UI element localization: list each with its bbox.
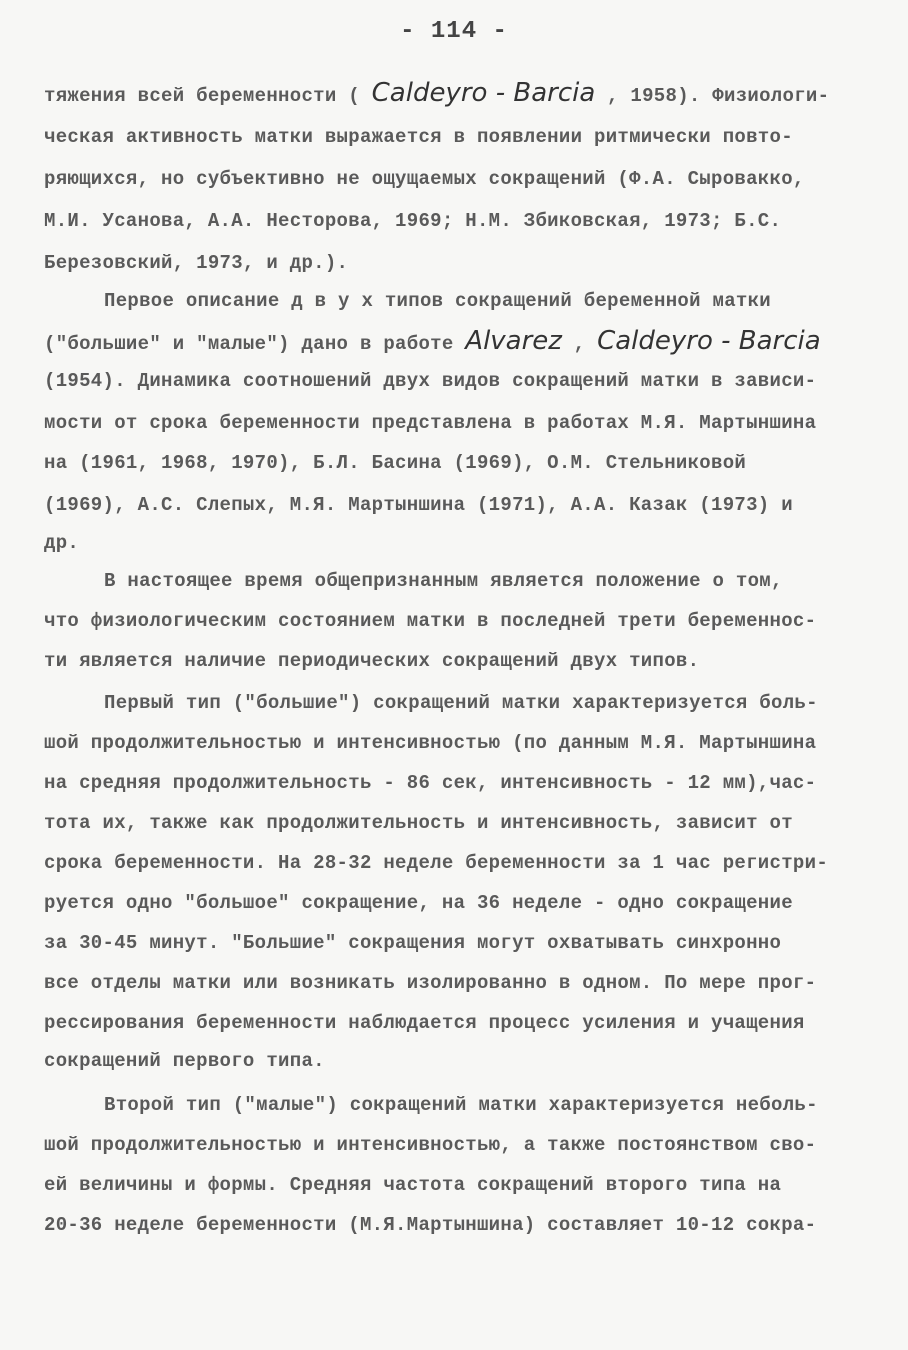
- text-line: рессирования беременности наблюдается процесс усиления и учащения: [44, 1012, 805, 1034]
- text-segment: ("большие" и "малые") дано в работе: [44, 333, 454, 355]
- text-line: [44, 324, 864, 358]
- text-line: ческая активность матки выражается в появлении ритмически повто-: [44, 126, 793, 148]
- text-line: срока беременности. На 28-32 неделе беременности за 1 час регистри-: [44, 852, 829, 874]
- text-line: ряющихся, но субъективно не ощущаемых сокращений (Ф.А. Сыровакко,: [44, 168, 805, 190]
- text-line: что физиологическим состоянием матки в последней трети беременнос-: [44, 610, 817, 632]
- text-line: (1954). Динамика соотношений двух видов сокращений матки в зависи-: [44, 370, 817, 392]
- text-segment: , 1958). Физиологи-: [606, 85, 830, 107]
- text-line: за 30-45 минут. "Большие" сокращения могут охватывать синхронно: [44, 932, 782, 954]
- text-line: Первое описание д в у х типов сокращений беременной матки: [104, 290, 772, 312]
- text-line: ти является наличие периодических сокращений двух типов.: [44, 650, 700, 672]
- text-line: В настоящее время общепризнанным является положение о том,: [104, 570, 783, 592]
- text-line: на (1961, 1968, 1970), Б.Л. Басина (1969), О.М. Стельниковой: [44, 452, 747, 474]
- text-line: Березовский, 1973, и др.).: [44, 252, 349, 274]
- text-line: 20-36 неделе беременности (М.Я.Мартыншина) составляет 10-12 сокра-: [44, 1214, 817, 1236]
- text-line: М.И. Усанова, А.А. Несторова, 1969; Н.М. Збиковская, 1973; Б.С.: [44, 210, 782, 232]
- page-number: - 114 -: [400, 18, 508, 45]
- text-line: все отделы матки или возникать изолированно в одном. По мере прог-: [44, 972, 817, 994]
- text-line: сокращений первого типа.: [44, 1050, 325, 1072]
- text-line: шой продолжительностью и интенсивностью, а также постоянством сво-: [44, 1134, 817, 1156]
- handwritten-author-name: Alvarez: [465, 326, 562, 356]
- text-line: мости от срока беременности представлена в работах М.Я. Мартыншина: [44, 412, 817, 434]
- text-line: [44, 76, 864, 110]
- handwritten-author-name: Caldeyro - Barcia: [597, 326, 821, 356]
- text-line: тота их, также как продолжительность и интенсивность, зависит от: [44, 812, 793, 834]
- text-line: на средняя продолжительность - 86 сек, интенсивность - 12 мм),час-: [44, 772, 817, 794]
- text-line: Первый тип ("большие") сокращений матки характеризуется боль-: [104, 692, 818, 714]
- text-line: Второй тип ("малые") сокращений матки характеризуется неболь-: [104, 1094, 818, 1116]
- text-line: руется одно "большое" сокращение, на 36 неделе - одно сокращение: [44, 892, 793, 914]
- text-line: ей величины и формы. Средняя частота сокращений второго типа на: [44, 1174, 782, 1196]
- text-line: (1969), А.С. Слепых, М.Я. Мартыншина (1971), А.А. Казак (1973) и: [44, 494, 793, 516]
- text-segment: ,: [573, 333, 586, 355]
- text-line: др.: [44, 532, 80, 554]
- text-segment: тяжения всей беременности (: [44, 85, 360, 107]
- handwritten-author-name: Caldeyro - Barcia: [371, 78, 596, 108]
- text-line: шой продолжительностью и интенсивностью (по данным М.Я. Мартыншина: [44, 732, 817, 754]
